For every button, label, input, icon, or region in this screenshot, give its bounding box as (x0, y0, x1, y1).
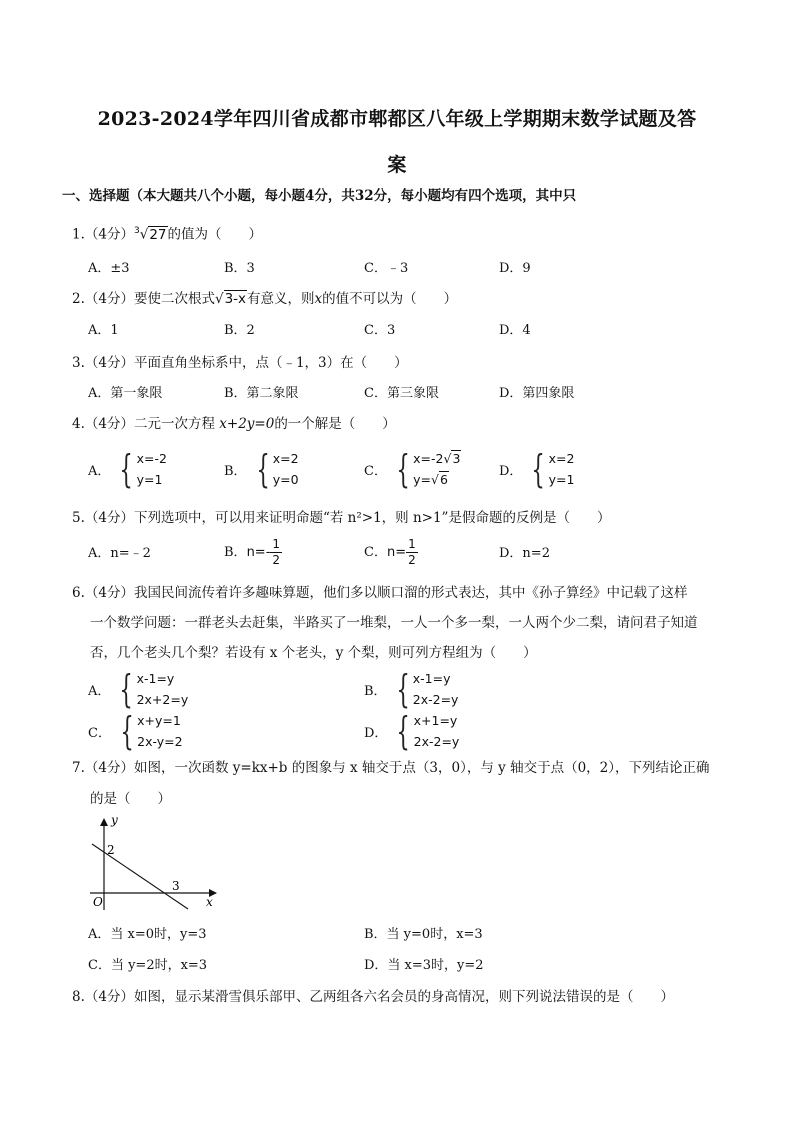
radicand: 3 (452, 451, 461, 466)
question-6-line-3: 否，几个老头几个梨？若设有 x 个老头，y 个梨，则可列方程组为（ ） (90, 645, 537, 661)
q3-option-a: A．第一象限 (88, 386, 163, 401)
option-label: C． (364, 463, 387, 479)
option-label: A． (88, 683, 111, 699)
system-row-1: x+y=1 (137, 713, 181, 728)
q5-option-a: A．n=﹣2 (88, 546, 151, 561)
q7-option-a: A．当 x=0时，y=3 (88, 927, 207, 942)
q3-option-d: D．第四象限 (499, 386, 575, 401)
radicand: 6 (439, 472, 448, 487)
y-intercept-label: 2 (107, 843, 115, 857)
square-root: √3 (443, 451, 461, 466)
x-axis-label: x (206, 895, 213, 909)
question-7-line-1: 7.（4分）如图，一次函数 y=kx+b 的图象与 x 轴交于点（3，0），与 y 轴交于点（0，2），下列结论正确 (72, 760, 710, 776)
question-5: 5.（4分）下列选项中，可以用来证明命题“若 n²>1，则 n>1”是假命题的反例是（ ） (72, 510, 611, 526)
system-row-2: y=0 (272, 472, 299, 487)
y-axis-arrow (100, 818, 108, 826)
system-row-1: x+1=y (413, 713, 458, 728)
system-row-1: x=2 (548, 451, 575, 466)
q6-option-b (364, 668, 458, 710)
q6-option-a (88, 668, 188, 710)
question-6-line-2: 一个数学问题：一群老头去赶集，半路买了一堆梨，一人一个多一梨，一人两个少二梨，请问君子知道 (90, 615, 698, 631)
system-row-2: 2x+2=y (136, 692, 189, 707)
q4-option-b (224, 448, 299, 490)
radicand: 3-x (224, 291, 247, 307)
y-axis-label: y (111, 814, 118, 827)
q7-option-c: C．当 y=2时，x=3 (88, 958, 208, 973)
question-1-suffix: 的值为（ ） (167, 226, 263, 243)
q4-option-c (364, 448, 461, 490)
left-brace: { (531, 447, 546, 491)
section-heading: 一、选择题（本大题共八个小题，每小题4分，共32分，每小题均有四个选项，其中只 (62, 188, 577, 204)
variable: x (314, 291, 323, 307)
fraction (406, 537, 418, 568)
q2-option-d: D．4 (499, 323, 531, 338)
option-label: C． (88, 725, 111, 741)
option-label: B． (364, 683, 387, 699)
left-brace: { (119, 667, 134, 711)
system-row-2: 2x-y=2 (137, 734, 183, 749)
question-2-suffix: 的值不可以为（ ） (322, 291, 458, 307)
option-text: n= (386, 545, 407, 560)
left-brace: { (119, 447, 134, 491)
q6-option-d (364, 710, 459, 752)
question-2-mid: 有意义，则 (247, 291, 315, 307)
left-brace: { (396, 667, 410, 711)
square-root: √3-x (214, 291, 247, 307)
question-4-prefix: 4.（4分）二元一次方程 (72, 416, 220, 432)
question-1 (72, 222, 262, 244)
question-4-suffix: 的一个解是（ ） (274, 416, 396, 432)
q1-option-a: A．±3 (88, 261, 130, 276)
q6-option-c (88, 710, 183, 752)
q4-option-a (88, 448, 167, 490)
left-brace: { (256, 447, 270, 491)
q2-option-c: C．3 (364, 323, 396, 338)
system-row-1: x=2 (272, 451, 299, 466)
system-row-1 (413, 448, 461, 469)
system-row-1: x-1=y (412, 671, 451, 686)
q5-option-c (364, 537, 418, 568)
q3-option-c: C．第三象限 (364, 386, 439, 401)
equation: x+2y=0 (219, 416, 275, 432)
numerator: 1 (272, 537, 281, 551)
root-index: 3 (133, 226, 140, 236)
q2-option-a: A．1 (88, 323, 119, 338)
page-title: 2023-2024学年四川省成都市郫都区八年级上学期期末数学试题及答 (97, 108, 697, 130)
system-row-2: y=1 (548, 472, 575, 487)
question-3: 3.（4分）平面直角坐标系中，点（﹣1，3）在（ ） (72, 355, 408, 371)
question-7-line-2: 的是（ ） (90, 791, 171, 807)
cube-root: $^3$√27 (133, 226, 167, 243)
q7-option-b: B．当 y=0时，x=3 (364, 927, 483, 942)
q1-option-b: B．3 (224, 261, 255, 276)
x-intercept-label: 3 (172, 879, 180, 893)
origin-label: O (93, 895, 103, 909)
question-2 (72, 290, 457, 308)
option-text: n=- (246, 545, 271, 560)
row-text: x=-2 (413, 451, 444, 466)
q5-option-b (224, 537, 282, 568)
page-title-continued: 案 (387, 154, 407, 176)
left-brace: { (120, 709, 134, 753)
left-brace: { (396, 709, 411, 753)
q5-option-d: D．n=2 (499, 546, 550, 561)
numerator: 1 (408, 537, 416, 551)
system-row-2: y=1 (136, 472, 163, 487)
denominator: 2 (272, 553, 281, 567)
q4-option-d (499, 448, 574, 490)
option-label: D． (364, 725, 388, 741)
option-label: B． (224, 545, 247, 560)
system-row-2: 2x-2=y (412, 692, 459, 707)
q3-option-b: B．第二象限 (224, 386, 299, 401)
system-row-1: x-1=y (136, 671, 175, 686)
system-row-2 (413, 469, 461, 490)
row-text: y= (413, 472, 432, 487)
system-row-2: 2x-2=y (413, 734, 460, 749)
system-row-1: x=-2 (136, 451, 167, 466)
q1-option-c: C．﹣3 (364, 261, 409, 276)
square-root: √6 (431, 472, 448, 487)
fraction (270, 537, 282, 568)
question-4 (72, 415, 396, 433)
option-label: C． (364, 545, 387, 560)
question-2-prefix: 2.（4分）要使二次根式 (72, 291, 215, 307)
linear-function-graph (84, 814, 224, 914)
radicand: 27 (149, 226, 167, 243)
option-label: B． (224, 463, 247, 479)
option-label: A． (88, 463, 111, 479)
q1-option-d: D．9 (499, 261, 531, 276)
left-brace: { (396, 447, 410, 491)
q7-option-d: D．当 x=3时，y=2 (364, 958, 484, 973)
question-6-line-1: 6.（4分）我国民间流传着许多趣味算题，他们多以顺口溜的形式表达，其中《孙子算经》中记载了这样 (72, 585, 688, 601)
question-8: 8.（4分）如图，显示某滑雪俱乐部甲、乙两组各六名会员的身高情况，则下列说法错误的是（ ） (72, 989, 674, 1005)
denominator: 2 (408, 553, 416, 567)
option-label: D． (499, 463, 523, 479)
q2-option-b: B．2 (224, 323, 255, 338)
question-1-prefix: 1.（4分） (72, 226, 134, 243)
